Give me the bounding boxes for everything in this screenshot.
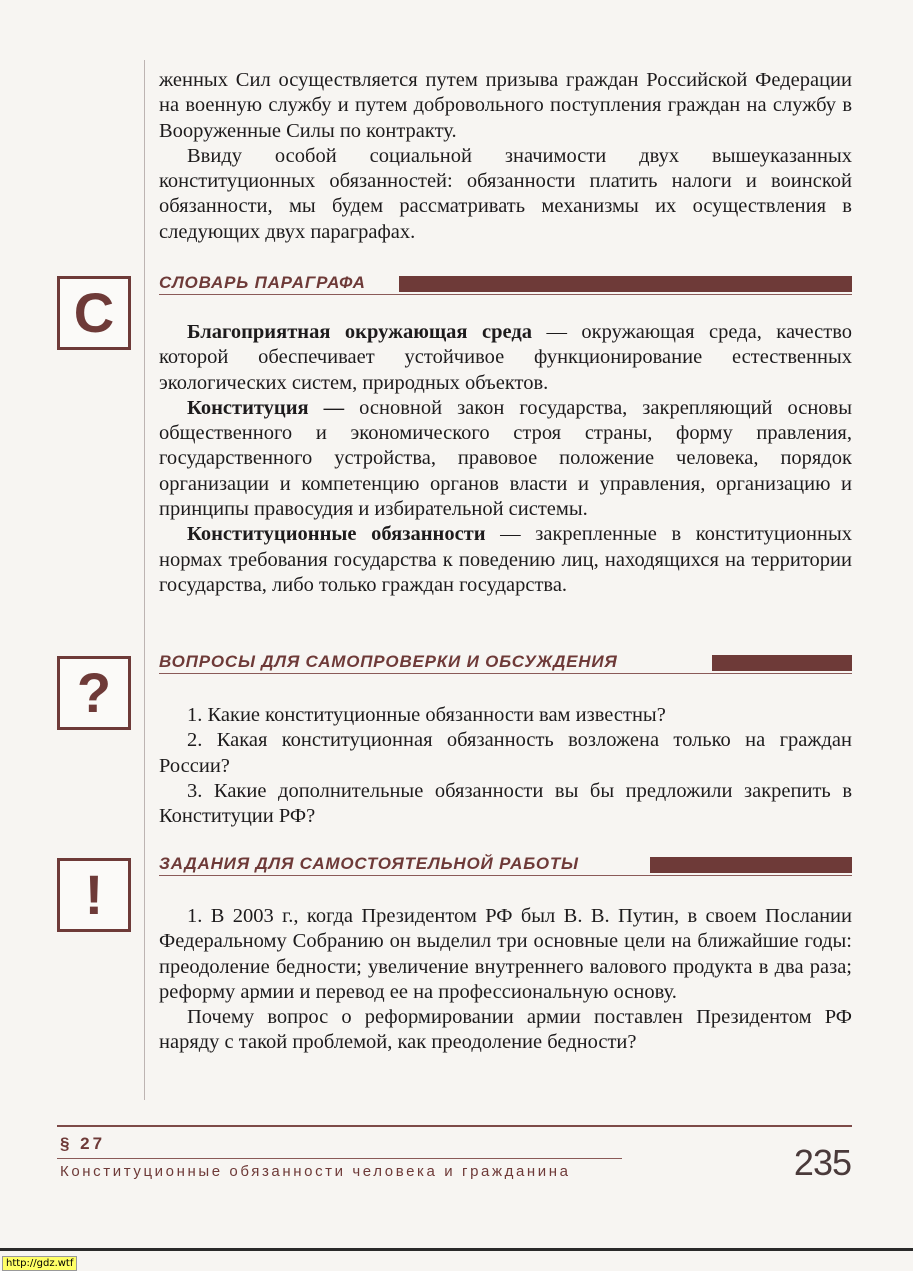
questions-list	[159, 703, 852, 829]
tasks-text	[159, 904, 852, 1056]
glossary-entry	[159, 522, 852, 598]
glossary-term: Конституция —	[187, 396, 345, 419]
heading-underline	[159, 875, 852, 876]
tasks-heading	[159, 854, 852, 878]
question-item: 2. Какая конституционная обязанность возложена только на граждан России?	[159, 729, 852, 777]
glossary-definition: основной закон государства, закрепляющий основы общественного и экономического строя страны, форму правления, государственного устройства, правовое положение человека, порядок организации и компетенцию органов власти и управления, организацию и принципы правосудия и избирательной системы.	[159, 396, 852, 521]
glossary-entry	[159, 320, 852, 396]
exclamation-icon: !	[84, 863, 104, 926]
question-mark-icon: ?	[76, 661, 112, 724]
scan-edge	[0, 1248, 913, 1251]
intro-paragraph-1: женных Сил осуществляется путем призыва граждан Российской Федерации на военную службу и путем добровольного поступления граждан на службу в Вооруженные Силы по контракту.	[159, 69, 852, 142]
heading-bar	[399, 276, 852, 292]
heading-bar	[650, 857, 852, 873]
section-title: Конституционные обязанности человека и гражданина	[60, 1163, 571, 1180]
footer-subrule	[57, 1158, 622, 1159]
tasks-icon-box	[57, 858, 131, 932]
glossary-icon-box	[57, 276, 131, 350]
tasks-heading-text: ЗАДАНИЯ ДЛЯ САМОСТОЯТЕЛЬНОЙ РАБОТЫ	[159, 854, 579, 873]
intro-text	[159, 68, 852, 245]
heading-bar	[712, 655, 852, 671]
section-number: § 27	[60, 1134, 106, 1153]
task-paragraph-2: Почему вопрос о реформировании армии поставлен Президентом РФ наряду с такой проблемой, как преодоление бедности?	[159, 1006, 852, 1054]
questions-heading-text: ВОПРОСЫ ДЛЯ САМОПРОВЕРКИ И ОБСУЖДЕНИЯ	[159, 652, 618, 671]
watermark-link[interactable]: http://gdz.wtf	[2, 1256, 77, 1271]
questions-heading	[159, 652, 852, 676]
questions-icon-box	[57, 656, 131, 730]
glossary-heading-text: СЛОВАРЬ ПАРАГРАФА	[159, 273, 366, 292]
glossary-definition: — закрепленные в конституционных нормах требования государства к поведению лиц, находящихся на территории государства, либо только граждан государства.	[159, 523, 852, 596]
task-paragraph-1: 1. В 2003 г., когда Президентом РФ был В. В. Путин, в своем Послании Федеральному Собранию он выделил три основные цели на ближайшие годы: преодоление бедности; увеличение внутреннего валового продукта в два раза; реформу армии и перевод ее на профессиональную основу.	[159, 905, 852, 1003]
glossary-term: Благоприятная окружающая среда	[187, 321, 532, 343]
letter-c-icon: С	[73, 281, 115, 344]
footer-rule	[57, 1125, 852, 1127]
heading-underline	[159, 294, 852, 295]
heading-underline	[159, 673, 852, 674]
question-item: 3. Какие дополнительные обязанности вы бы предложили закрепить в Конституции РФ?	[159, 779, 852, 828]
glossary-definition: — окружающая среда, качество которой обеспечивает устойчивое функционирование естественных экологических систем, природных объектов.	[159, 321, 852, 394]
glossary-entry	[159, 396, 852, 522]
glossary-text	[159, 320, 852, 598]
glossary-heading	[159, 273, 852, 297]
glossary-term: Конституционные обязанности	[187, 523, 486, 546]
question-item: 1. Какие конституционные обязанности вам известны?	[187, 704, 666, 726]
page-number: 235	[793, 1142, 851, 1183]
margin-rule	[144, 60, 145, 1100]
intro-paragraph-2: Ввиду особой социальной значимости двух вышеуказанных конституционных обязанностей: обязанности платить налоги и воинской обязанности, мы будем рассматривать механизмы их осуществления в следующих двух параграфах.	[159, 144, 852, 243]
